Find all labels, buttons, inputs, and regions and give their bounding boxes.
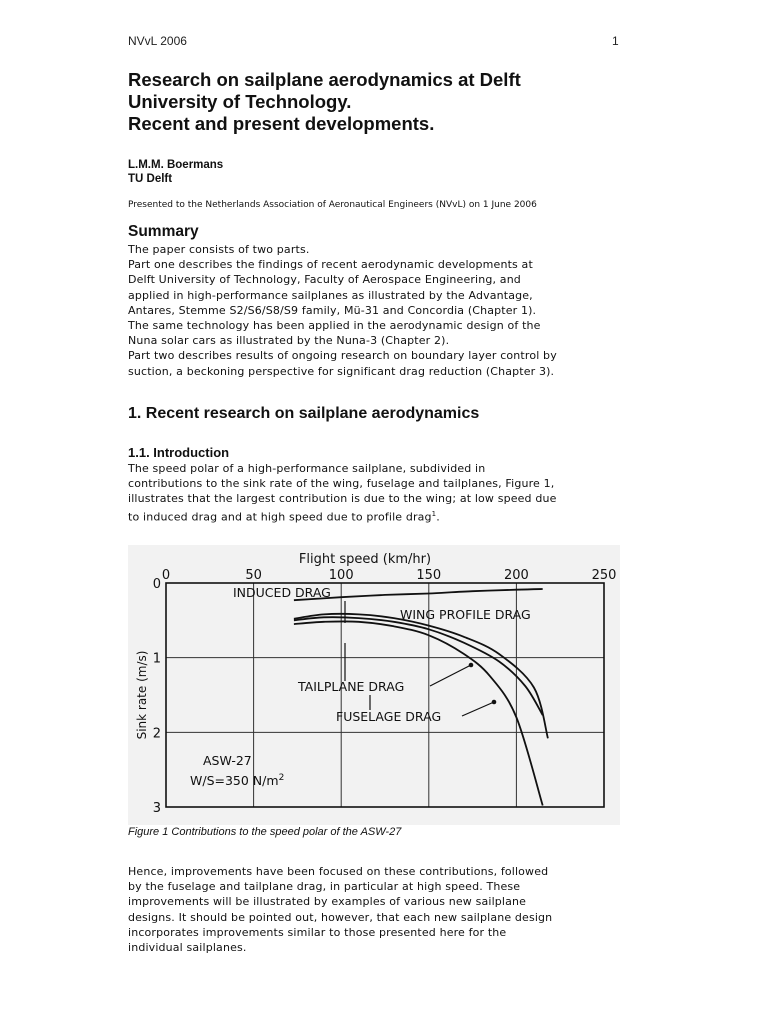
label-wing-profile-drag: WING PROFILE DRAG: [400, 607, 531, 622]
summary-line: The same technology has been applied in the aerodynamic design of the: [128, 319, 541, 333]
footnote-marker[interactable]: 1: [431, 509, 437, 518]
summary-line: The paper consists of two parts.: [128, 243, 310, 256]
summary-line: Antares, Stemme S2/S6/S8/S9 family, Mü-31 and Concordia (Chapter 1).: [128, 303, 537, 317]
label-fuselage-drag: FUSELAGE DRAG: [336, 709, 442, 724]
summary-line: Nuna solar cars as illustrated by the Nuna-3 (Chapter 2).: [128, 334, 450, 348]
leader-dot: [492, 700, 497, 705]
x-axis-title: Flight speed (km/hr): [298, 552, 432, 567]
body-line: by the fuselage and tailplane drag, in particular at high speed. These: [128, 880, 521, 894]
x-tick-label: 0: [161, 568, 171, 583]
annotation-aircraft: ASW-27: [203, 753, 252, 768]
running-header: NVvL 2006: [128, 34, 187, 48]
body-line: individual sailplanes.: [128, 941, 247, 955]
subsection-heading: 1.1. Introduction: [128, 445, 230, 460]
intro-last-line-end: .: [436, 510, 440, 524]
x-tick-label: 200: [503, 568, 529, 583]
post-figure-paragraph: [128, 864, 648, 955]
figure-caption: Figure 1 Contributions to the speed polar of the ASW-27: [128, 826, 402, 838]
intro-line: The speed polar of a high-performance sailplane, subdivided in: [128, 462, 486, 475]
body-line: Hence, improvements have been focused on these contributions, followed: [128, 865, 549, 878]
x-tick-label: 150: [416, 568, 442, 583]
title-line: University of Technology.: [128, 91, 352, 112]
figure-speed-polar: [128, 545, 620, 825]
x-tick-label: 100: [328, 568, 354, 583]
annotation-wing-loading: [190, 773, 284, 788]
summary-line: Part two describes results of ongoing research on boundary layer control by: [128, 349, 557, 363]
author-block: [128, 158, 223, 186]
title-line: Research on sailplane aerodynamics at Delft: [128, 69, 521, 90]
wing-loading-value: W/S=350 N/m: [190, 773, 279, 788]
intro-line: [128, 507, 648, 525]
summary-line: applied in high-performance sailplanes as illustrated by the Advantage,: [128, 288, 533, 302]
intro-line: contributions to the sink rate of the wing, fuselage and tailplanes, Figure 1,: [128, 477, 555, 491]
y-tick-label: 2: [152, 726, 161, 742]
summary-line: Part one describes the findings of recent aerodynamic developments at: [128, 258, 533, 272]
wing-loading-exponent: 2: [278, 773, 285, 783]
body-line: incorporates improvements similar to those presented here for the: [128, 925, 507, 939]
page-number: 1: [612, 34, 619, 48]
author-name: L.M.M. Boermans: [128, 159, 224, 171]
summary-line: Delft University of Technology, Faculty of Aerospace Engineering, and: [128, 273, 521, 287]
presentation-note: Presented to the Netherlands Association of Aeronautical Engineers (NVvL) on 1 June 2006: [128, 200, 537, 210]
intro-last-line-text: to induced drag and at high speed due to profile drag: [128, 510, 432, 524]
summary-line: suction, a beckoning perspective for significant drag reduction (Chapter 3).: [128, 364, 555, 378]
intro-line: illustrates that the largest contribution is due to the wing; at low speed due: [128, 492, 557, 506]
y-tick-label: 0: [152, 577, 161, 592]
section-heading: 1. Recent research on sailplane aerodynamics: [128, 405, 480, 422]
summary-paragraph: [128, 242, 648, 379]
y-tick-label: 3: [152, 801, 161, 816]
y-axis-title: Sink rate (m/s): [135, 650, 149, 740]
leader-dot: [469, 663, 474, 668]
body-line: improvements will be illustrated by examples of various new sailplane: [128, 895, 527, 909]
title-line: Recent and present developments.: [128, 113, 435, 134]
y-tick-label: 1: [152, 651, 161, 667]
x-tick-label: 250: [591, 568, 617, 583]
body-line: designs. It should be pointed out, however, that each new sailplane design: [128, 910, 553, 924]
intro-paragraph: [128, 461, 648, 524]
speed-polar-chart: [128, 545, 620, 825]
label-tailplane-drag: TAILPLANE DRAG: [298, 679, 405, 694]
paper-title: [128, 69, 668, 135]
label-induced-drag: INDUCED DRAG: [233, 585, 331, 600]
summary-heading: Summary: [128, 223, 199, 240]
author-affiliation: TU Delft: [128, 173, 173, 185]
x-tick-label: 50: [245, 568, 262, 583]
